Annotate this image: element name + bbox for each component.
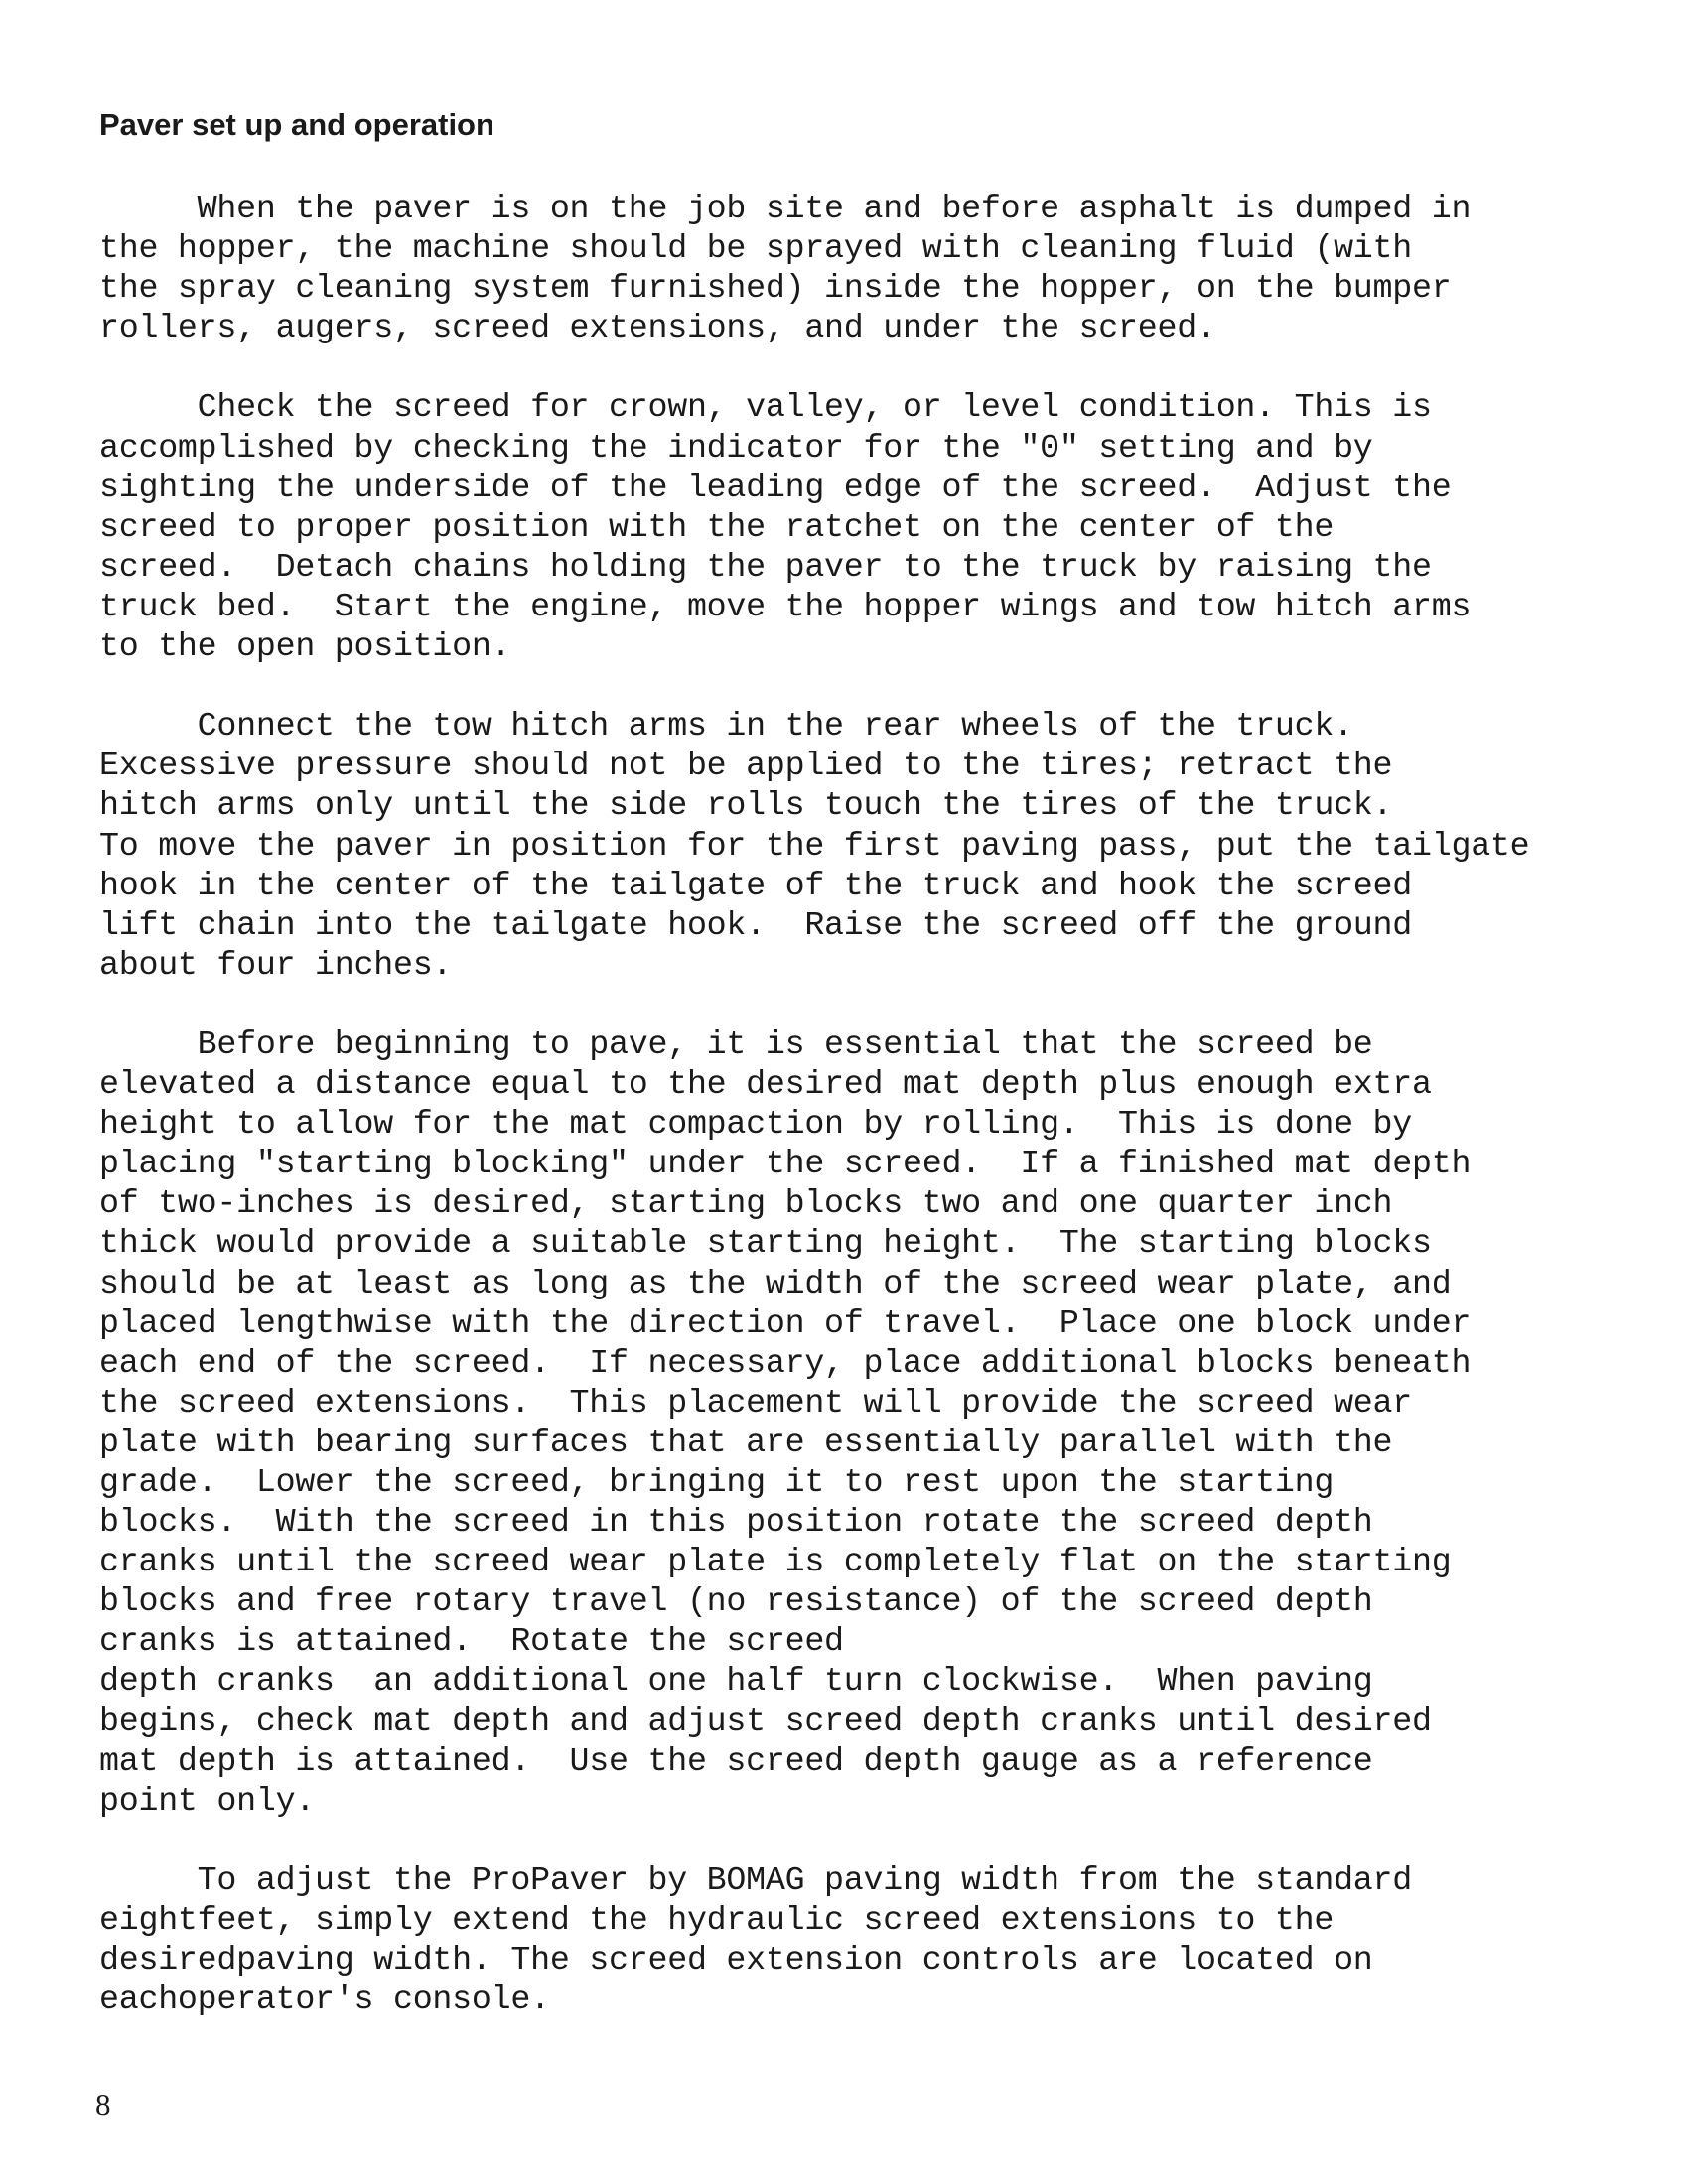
text-line: should be at least as long as the width of the screed wear plate, and	[99, 1264, 1452, 1302]
text-line: depth cranks an additional one half turn clockwise. When paving	[99, 1662, 1373, 1701]
text-line: eachoperator's console.	[99, 1980, 550, 2019]
text-line: grade. Lower the screed, bringing it to rest upon the starting	[99, 1463, 1335, 1501]
text-line: cranks until the screed wear plate is completely flat on the starting	[99, 1543, 1452, 1581]
text-line: sighting the underside of the leading edge of the screed. Adjust the	[99, 468, 1452, 506]
text-line: mat depth is attained. Use the screed depth gauge as a reference	[99, 1741, 1373, 1780]
text-line: Connect the tow hitch arms in the rear wheels of the truck.	[99, 707, 1353, 746]
text-line: each end of the screed. If necessary, place additional blocks beneath	[99, 1343, 1472, 1382]
text-line: begins, check mat depth and adjust screed depth cranks until desired	[99, 1702, 1432, 1740]
text-line: eightfeet, simply extend the hydraulic screed extensions to the	[99, 1901, 1335, 1940]
text-line: cranks is attained. Rotate the screed	[99, 1622, 844, 1661]
text-line: thick would provide a suitable starting height. The starting blocks	[99, 1224, 1432, 1263]
text-line: about four inches.	[99, 945, 453, 984]
text-line: screed to proper position with the ratchet on the center of the	[99, 507, 1335, 546]
text-line: point only.	[99, 1781, 316, 1820]
paragraph-screed-check	[99, 387, 1529, 666]
text-line: Excessive pressure should not be applied to the tires; retract the	[99, 747, 1393, 785]
text-line: rollers, augers, screed extensions, and under the screed.	[99, 309, 1216, 347]
text-line: to the open position.	[99, 627, 511, 666]
text-line: truck bed. Start the engine, move the hopper wings and tow hitch arms	[99, 587, 1472, 625]
paragraph-starting-blocks	[99, 1024, 1529, 1821]
text-line: hook in the center of the tailgate of the truck and hook the screed	[99, 866, 1413, 904]
text-line: of two-inches is desired, starting blocks two and one quarter inch	[99, 1184, 1393, 1223]
text-line: height to allow for the mat compaction by rolling. This is done by	[99, 1105, 1413, 1144]
text-line: the screed extensions. This placement will provide the screed wear	[99, 1383, 1413, 1422]
text-line: hitch arms only until the side rolls touch the tires of the truck.	[99, 786, 1393, 825]
body-text	[99, 189, 1529, 2059]
text-line: elevated a distance equal to the desired mat depth plus enough extra	[99, 1065, 1432, 1104]
text-line: the spray cleaning system furnished) inside the hopper, on the bumper	[99, 269, 1452, 308]
text-line: To adjust the ProPaver by BOMAG paving width from the standard	[99, 1860, 1413, 1899]
text-line: desiredpaving width. The screed extension controls are located on	[99, 1941, 1373, 1979]
text-line: placing "starting blocking" under the screed. If a finished mat depth	[99, 1145, 1472, 1183]
section-heading: Paver set up and operation	[99, 107, 494, 142]
text-line: screed. Detach chains holding the paver to the truck by raising the	[99, 547, 1432, 586]
page-number: 8	[95, 2087, 111, 2121]
text-line: the hopper, the machine should be sprayed with cleaning fluid (with	[99, 229, 1413, 268]
text-line: lift chain into the tailgate hook. Raise the screed off the ground	[99, 905, 1413, 944]
text-line: blocks and free rotary travel (no resistance) of the screed depth	[99, 1582, 1373, 1621]
text-line: Before beginning to pave, it is essential that the screed be	[99, 1024, 1373, 1063]
paragraph-tow-hitch	[99, 706, 1529, 985]
text-line: accomplished by checking the indicator for the "0" setting and by	[99, 428, 1373, 467]
text-line: plate with bearing surfaces that are essentially parallel with the	[99, 1423, 1393, 1461]
text-line: placed lengthwise with the direction of travel. Place one block under	[99, 1303, 1472, 1342]
text-line: When the paver is on the job site and before asphalt is dumped in	[99, 190, 1472, 227]
text-line: Check the screed for crown, valley, or level condition. This is	[99, 388, 1432, 427]
paragraph-paving-width	[99, 1860, 1529, 2019]
paragraph-hopper-cleaning	[99, 189, 1529, 347]
text-line: blocks. With the screed in this position rotate the screed depth	[99, 1503, 1373, 1542]
text-line: To move the paver in position for the first paving pass, put the tailgate	[99, 826, 1530, 865]
